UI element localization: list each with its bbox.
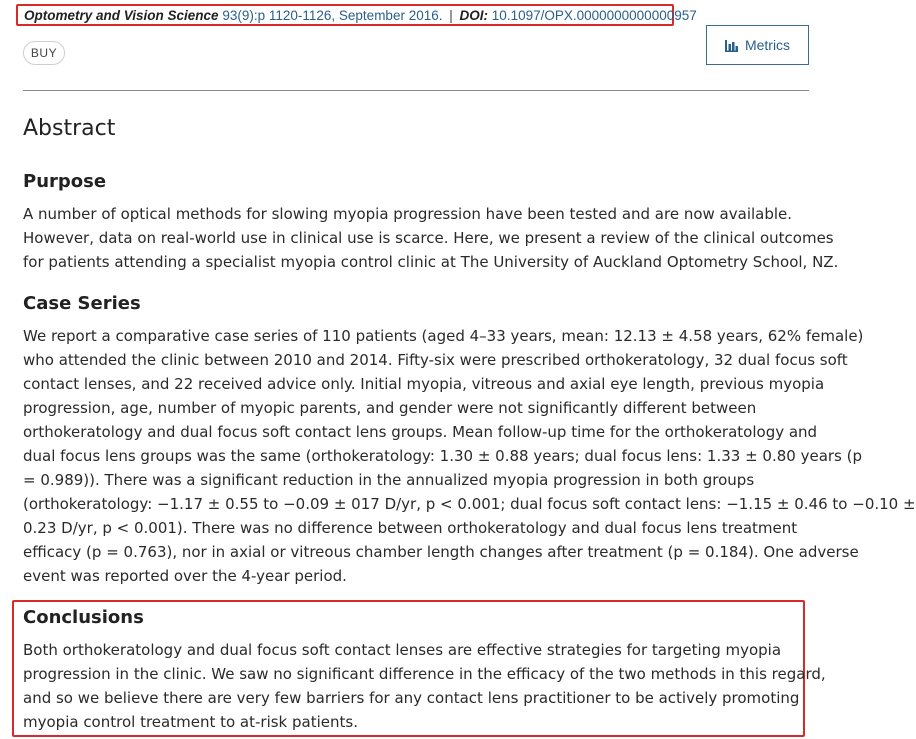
buy-button[interactable]: BUY — [23, 41, 65, 65]
doi-value[interactable]: 10.1097/OPX.0000000000000957 — [491, 8, 697, 23]
purpose-heading: Purpose — [23, 171, 107, 192]
case-series-line: who attended the clinic between 2010 and 2014. Fifty-six were prescribed orthokeratology, 32 dual focus soft — [23, 351, 848, 369]
metrics-button[interactable] — [706, 25, 809, 65]
case-series-text — [23, 324, 916, 588]
conclusions-line: and so we believe there are very few barriers for any contact lens practitioner to be actively promoting — [23, 689, 800, 707]
case-series-line: orthokeratology and dual focus soft contact lens groups. Mean follow-up time for the orthokeratology and — [23, 423, 818, 441]
case-series-line: event was reported over the 4-year period. — [23, 567, 347, 585]
case-series-line: contact lenses, and 22 received advice only. Initial myopia, vitreous and axial eye length, previous myopia — [23, 375, 825, 393]
purpose-text — [23, 202, 839, 274]
issue-link[interactable]: 93(9):p 1120-1126, September 2016. — [222, 8, 443, 23]
case-series-line: progression, age, number of myopic parents, and gender were not significantly different between — [23, 399, 757, 417]
case-series-line: = 0.989)). There was a significant reduction in the annualized myopia progression in both groups — [23, 471, 755, 489]
case-series-heading: Case Series — [23, 293, 141, 314]
bar-chart-icon — [725, 39, 738, 52]
journal-name: Optometry and Vision Science — [24, 8, 219, 23]
abstract-heading: Abstract — [23, 116, 116, 141]
case-series-line: dual focus lens groups was the same (orthokeratology: 1.30 ± 0.88 years; dual focus lens: 1.33 ± 0.80 years (p — [23, 447, 863, 465]
doi-label: DOI: — [459, 8, 489, 23]
header-divider — [23, 90, 809, 91]
conclusions-heading: Conclusions — [23, 607, 144, 628]
citation-separator: | — [449, 8, 453, 23]
case-series-line: We report a comparative case series of 110 patients (aged 4–33 years, mean: 12.13 ± 4.58 years, 62% female) — [23, 327, 864, 345]
metrics-label: Metrics — [744, 37, 791, 53]
conclusions-text — [23, 638, 826, 734]
case-series-line: efficacy (p = 0.763), nor in axial or vitreous chamber length changes after treatment (p = 0.184). One adverse — [23, 543, 859, 561]
conclusions-line: myopia control treatment to at-risk patients. — [23, 713, 358, 731]
conclusions-line: progression in the clinic. We saw no significant difference in the efficacy of the two methods in this regard, — [23, 665, 826, 683]
conclusions-line: Both orthokeratology and dual focus soft contact lenses are effective strategies for targeting myopia — [23, 641, 782, 659]
citation-bar — [16, 4, 697, 26]
purpose-line: However, data on real-world use in clinical use is scarce. Here, we present a review of the clinical outcomes — [23, 229, 834, 247]
purpose-line: A number of optical methods for slowing myopia progression have been tested and are now available. — [23, 205, 793, 223]
case-series-line: (orthokeratology: −1.17 ± 0.55 to −0.09 ± 017 D/yr, p < 0.001; dual focus soft contact lens: −1.15 ± 0.46 to −0.10 ± — [23, 495, 916, 513]
case-series-line: 0.23 D/yr, p < 0.001). There was no difference between orthokeratology and dual focus lens treatment — [23, 519, 798, 537]
purpose-line: for patients attending a specialist myopia control clinic at The University of Auckland Optometry School, NZ. — [23, 253, 839, 271]
